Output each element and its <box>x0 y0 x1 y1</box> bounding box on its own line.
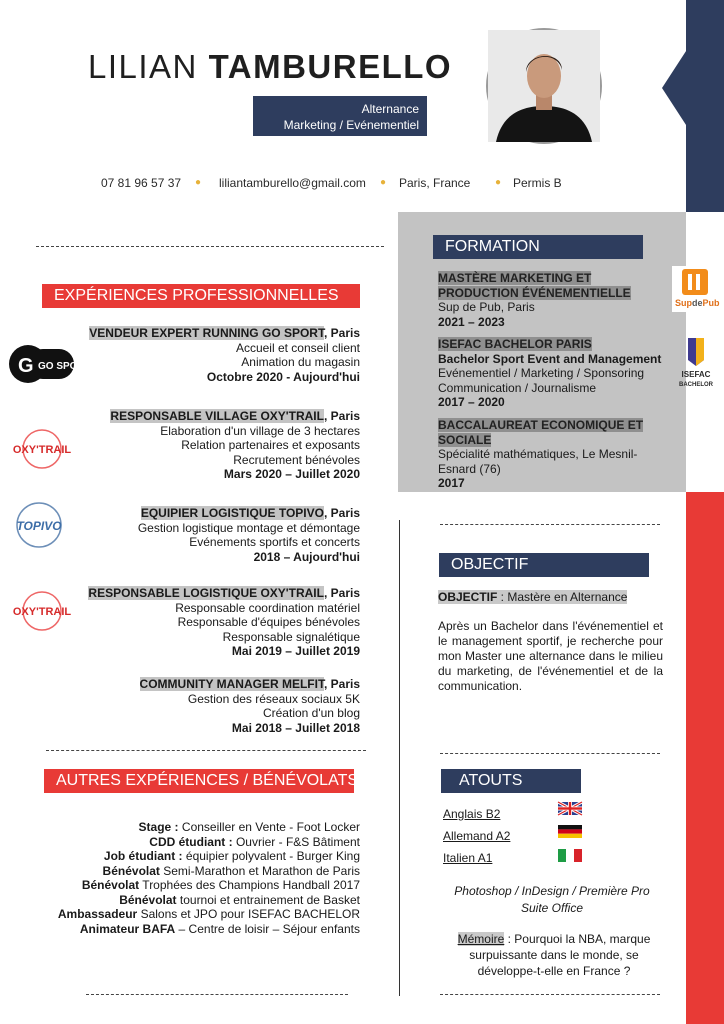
others-label: Bénévolat <box>81 878 140 892</box>
others-item <box>58 907 360 922</box>
experience-line: Création d'un blog <box>262 706 360 720</box>
last-name: TAMBURELLO <box>208 48 453 85</box>
oxytrail-logo-text: OXY'TRAIL <box>12 606 72 618</box>
others-item <box>58 849 360 864</box>
language-item: Anglais B2 <box>443 807 501 821</box>
objectif-line <box>438 590 627 604</box>
navy-arrow-shape <box>662 48 688 128</box>
experience-company: RESPONSABLE LOGISTIQUE OXY'TRAIL <box>88 586 324 600</box>
others-text: Ouvrier - F&S Bâtiment <box>232 834 360 849</box>
formation-title: BACCALAUREAT ECONOMIQUE ET SOCIALE <box>438 418 644 447</box>
others-text: tournoi et entrainement de Basket <box>176 892 360 907</box>
experience-item <box>140 677 360 735</box>
divider <box>86 994 348 995</box>
memoire-label: Mémoire <box>457 932 505 946</box>
experience-date: Mars 2020 – Juillet 2020 <box>223 467 360 481</box>
others-label: Bénévolat <box>102 863 160 878</box>
formation-item <box>438 271 666 329</box>
memoire-text: : Pourquoi la NBA, marque surpuissante dans le monde, se développe-t-elle en France ? <box>469 932 651 978</box>
formation-school: Sup de Pub, Paris <box>438 300 535 314</box>
others-label: Stage : <box>138 820 179 834</box>
svg-text:G: G <box>18 355 34 377</box>
contact-bar <box>0 176 686 194</box>
divider <box>440 524 660 525</box>
navy-side-band <box>686 0 724 212</box>
others-text: Salons et JPO pour ISEFAC BACHELOR <box>137 907 360 921</box>
experience-city: , Paris <box>323 326 360 340</box>
phone: 07 81 96 57 37 <box>101 176 182 190</box>
experience-city: , Paris <box>323 506 360 520</box>
memoire-block <box>443 931 665 979</box>
experiences-heading: EXPÉRIENCES PROFESSIONNELLES <box>42 284 360 308</box>
red-side-band <box>686 492 724 1024</box>
bullet-icon: ● <box>380 177 387 188</box>
topivo-logo <box>12 500 66 550</box>
experience-line: Recrutement bénévoles <box>233 452 360 467</box>
experience-date: 2018 – Aujourd'hui <box>253 549 360 564</box>
italy-flag-icon <box>558 849 582 862</box>
others-text: Conseiller en Vente - Foot Locker <box>178 820 360 834</box>
others-label: Job étudiant : <box>103 849 183 863</box>
experience-item <box>110 409 360 482</box>
page-title <box>88 48 452 86</box>
experience-company: RESPONSABLE VILLAGE OXY'TRAIL <box>110 409 324 423</box>
supdepub-logo-text: de <box>692 298 703 308</box>
others-item <box>58 835 360 850</box>
first-name: LILIAN <box>88 48 198 85</box>
column-separator <box>399 520 400 996</box>
experience-line: Gestion des réseaux sociaux 5K <box>187 691 360 706</box>
location: Paris, France <box>399 176 471 190</box>
experience-line: Animation du magasin <box>241 355 360 369</box>
experience-item <box>138 506 360 564</box>
others-item <box>58 878 360 893</box>
others-item <box>58 864 360 879</box>
formation-detail: Evénementiel / Marketing / Sponsoring Communication / Journalisme <box>438 366 645 395</box>
formation-detail: Spécialité mathématiques, Le Mesnil-Esnard (76) <box>438 447 638 476</box>
topivo-logo-text: TOPIVO <box>16 519 62 533</box>
experience-item <box>88 586 360 659</box>
experience-company: EQUIPIER LOGISTIQUE TOPIVO <box>140 506 324 520</box>
divider <box>46 750 366 751</box>
role-line-2: Marketing / Evénementiel <box>283 118 419 132</box>
supdepub-logo <box>672 266 718 312</box>
experience-company: VENDEUR EXPERT RUNNING GO SPORT <box>89 326 324 340</box>
others-text: équipier polyvalent - Burger King <box>182 849 360 863</box>
others-label: CDD étudiant : <box>149 834 233 849</box>
formation-item <box>438 418 656 491</box>
experience-company: COMMUNITY MANAGER MELFIT <box>139 677 324 691</box>
software-line: Photoshop / InDesign / Première Pro <box>454 884 650 898</box>
experience-line: Responsable signalétique <box>222 629 360 644</box>
gosport-logo-text: GO SPORT <box>38 361 91 372</box>
formation-years: 2021 – 2023 <box>438 314 505 329</box>
others-label: Bénévolat <box>119 892 177 907</box>
experience-city: , Paris <box>323 586 360 600</box>
experience-city: , Paris <box>323 409 360 423</box>
language-item: Allemand A2 <box>443 829 511 843</box>
experience-line: Accueil et conseil client <box>235 340 360 355</box>
supdepub-logo-text: Pub <box>702 298 720 308</box>
experience-date: Mai 2018 – Juillet 2018 <box>231 720 360 735</box>
experience-line: Responsable coordination matériel <box>175 600 360 615</box>
objectif-label: OBJECTIF <box>438 590 498 604</box>
oxytrail-logo <box>10 590 74 632</box>
formation-title: MASTÈRE MARKETING ET PRODUCTION ÉVÉNEMENTIELLE <box>438 271 631 300</box>
others-label: Ambassadeur <box>57 907 138 921</box>
driving-license: Permis B <box>513 176 562 190</box>
language-item: Italien A1 <box>443 851 493 865</box>
gosport-logo <box>8 343 91 385</box>
person-icon <box>488 30 600 142</box>
atouts-heading: ATOUTS <box>441 769 581 793</box>
oxytrail-logo <box>10 428 74 470</box>
role-box <box>253 96 427 136</box>
others-text: – Centre de loisir – Séjour enfants <box>175 921 360 936</box>
uk-flag-icon <box>558 802 582 815</box>
objectif-heading: OBJECTIF <box>439 553 649 577</box>
oxytrail-logo-text: OXY'TRAIL <box>12 444 72 456</box>
experience-line: Elaboration d'un village de 3 hectares <box>160 423 360 438</box>
email: liliantamburello@gmail.com <box>219 176 366 190</box>
others-label: Animateur BAFA <box>79 921 176 936</box>
svg-text:SupdePub <box>675 298 720 308</box>
divider <box>440 994 660 995</box>
others-heading: AUTRES EXPÉRIENCES / BÉNÉVOLATS <box>44 769 354 793</box>
bullet-icon: ● <box>495 177 502 188</box>
objectif-text: Après un Bachelor dans l'événementiel et le management sportif, je recherche pour mon Master une alternance dans le milieu du marketing, de l'événementiel et de la communication. <box>438 619 663 693</box>
profile-photo <box>486 28 602 144</box>
formation-item <box>438 337 670 410</box>
bullet-icon: ● <box>195 177 202 188</box>
isefac-logo-text: BACHELOR <box>679 382 713 388</box>
experience-item <box>89 326 360 384</box>
divider <box>36 246 384 247</box>
experience-line: Relation partenaires et exposants <box>181 438 360 452</box>
experience-date: Octobre 2020 - Aujourd'hui <box>206 369 360 384</box>
experience-date: Mai 2019 – Juillet 2019 <box>231 644 360 658</box>
formation-years: 2017 – 2020 <box>438 395 505 409</box>
divider <box>440 753 660 754</box>
formation-subtitle: Bachelor Sport Event and Management <box>438 351 662 366</box>
germany-flag-icon <box>558 825 582 838</box>
others-item <box>58 922 360 937</box>
role-line-1: Alternance <box>361 102 419 116</box>
software-line: Suite Office <box>520 901 584 915</box>
software-skills <box>440 883 664 917</box>
formation-title: ISEFAC BACHELOR PARIS <box>438 337 592 351</box>
others-item <box>58 820 360 835</box>
isefac-logo <box>674 336 718 388</box>
supdepub-logo-text: Sup <box>675 298 692 308</box>
formation-heading: FORMATION <box>433 235 643 259</box>
experience-city: , Paris <box>323 677 360 691</box>
experience-line: Responsable d'équipes bénévoles <box>177 615 360 629</box>
others-item <box>58 893 360 908</box>
experience-line: Gestion logistique montage et démontage <box>137 520 360 535</box>
others-text: Semi-Marathon et Marathon de Paris <box>159 863 360 878</box>
objectif-value: : Mastère en Alternance <box>497 590 628 604</box>
formation-years: 2017 <box>438 476 465 490</box>
others-list <box>58 820 360 936</box>
isefac-logo-text: ISEFAC <box>681 370 711 379</box>
experience-line: Evénements sportifs et concerts <box>189 535 360 549</box>
others-text: Trophées des Champions Handball 2017 <box>139 878 360 892</box>
